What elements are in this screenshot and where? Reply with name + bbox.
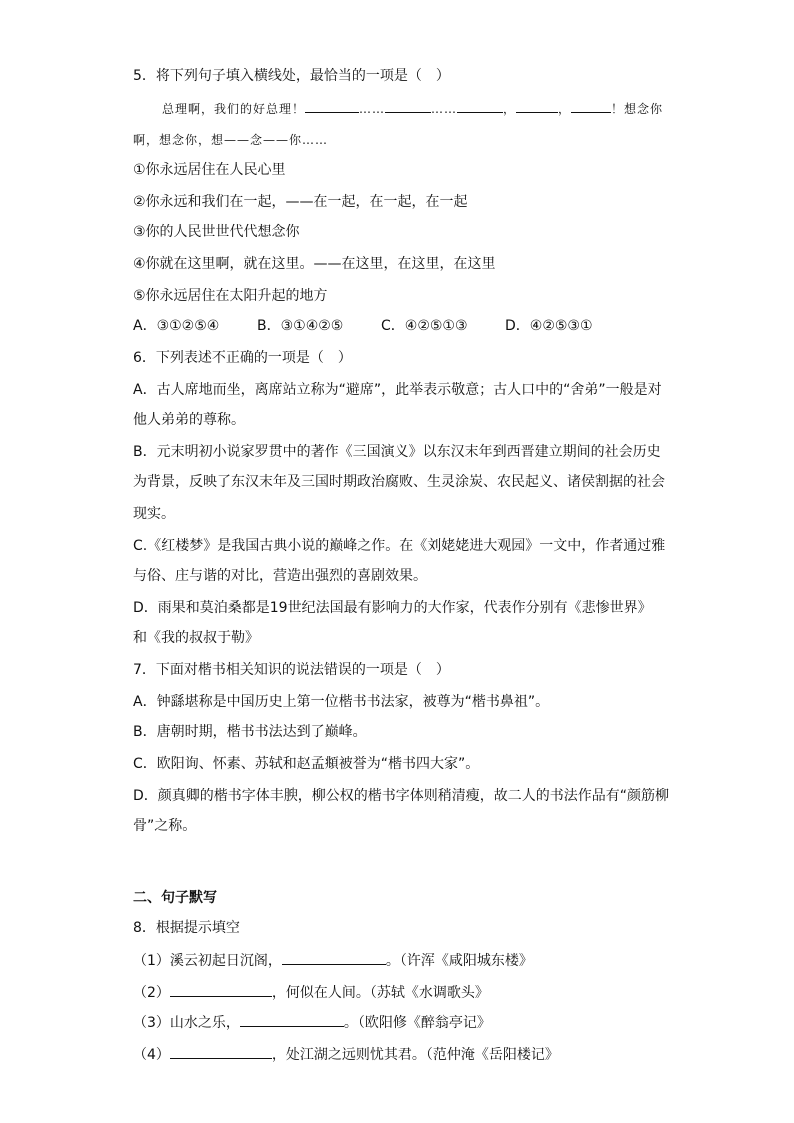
fill-blank[interactable] [516, 98, 558, 113]
q6-stem: 6．下列表述不正确的一项是（ ） [133, 350, 352, 366]
item-number: （3） [133, 1015, 170, 1031]
q5-item-4: ④你就在这里啊，就在这里。——在这里，在这里，在这里 [133, 256, 496, 272]
q5-passage-mid-end: ！想念你 [611, 102, 664, 116]
fill-blank[interactable] [305, 98, 359, 113]
q6-line: C.《红楼梦》是我国古典小说的巅峰之作。在《刘姥姥进大观园》一文中，作者通过雅 [133, 538, 666, 554]
q5-option-b[interactable]: B．③①④②⑤ [257, 318, 344, 334]
item-after: ，何似在人间。（苏轼《水调歌头》 [271, 985, 489, 1001]
ellipsis: …… [359, 102, 386, 116]
q6-line: 现实。 [133, 506, 175, 522]
item-before: 溪云初起日沉阁， [169, 953, 282, 969]
q6-line: 为背景，反映了东汉末年及三国时期政治腐败、生灵涂炭、农民起义、诸侯割据的社会 [133, 474, 665, 490]
q5-item-1: ①你永远居住在人民心里 [133, 162, 286, 178]
ellipsis: …… [431, 102, 458, 116]
q8-item-1 [133, 950, 533, 971]
comma: ， [558, 102, 572, 116]
fill-blank[interactable] [240, 1012, 344, 1027]
item-before: 山水之乐， [169, 1015, 240, 1031]
q8-item-2 [133, 982, 489, 1003]
q6-line: 与俗、庄与谐的对比，营造出强烈的喜剧效果。 [133, 568, 427, 584]
item-number: （2） [133, 985, 170, 1001]
item-number: （4） [133, 1047, 170, 1063]
q5-options [133, 316, 629, 336]
q6-line: 和《我的叔叔于勒》 [133, 630, 259, 646]
fill-blank[interactable] [457, 98, 503, 113]
q5-passage-line2: 啊，想念你，想——念——你…… [133, 133, 329, 147]
q5-stem: 5．将下列句子填入横线处，最恰当的一项是（ ） [133, 68, 450, 84]
q7-line: D．颜真卿的楷书字体丰腴，柳公权的楷书字体则稍清瘦，故二人的书法作品有“颜筋柳 [133, 788, 670, 804]
q6-line: A．古人席地而坐，离席站立称为“避席”，此举表示敬意；古人口中的“舍弟”一般是对 [133, 382, 662, 398]
q5-option-a[interactable]: A．③①②⑤④ [133, 318, 220, 334]
q7-line: A．钟繇堪称是中国历史上第一位楷书书法家，被尊为“楷书鼻祖”。 [133, 694, 550, 710]
q7-line: 骨”之称。 [133, 818, 197, 834]
q8-stem: 8．根据提示填空 [133, 920, 240, 936]
item-after: ，处江湖之远则忧其君。（范仲淹《岳阳楼记》 [271, 1047, 559, 1063]
comma: ， [503, 102, 517, 116]
fill-blank[interactable] [170, 982, 272, 997]
q6-line: D．雨果和莫泊桑都是19世纪法国最有影响力的大作家，代表作分别有《悲惨世界》 [133, 600, 652, 616]
q8-item-4 [133, 1044, 559, 1065]
item-after: 。（许浑《咸阳城东楼》 [385, 953, 533, 969]
q7-line: B．唐朝时期，楷书书法达到了巅峰。 [133, 724, 367, 740]
q8-item-3 [133, 1012, 491, 1033]
section-title: 二、句子默写 [133, 890, 217, 906]
q7-stem: 7．下面对楷书相关知识的说法错误的一项是（ ） [133, 662, 450, 678]
q5-item-5: ⑤你永远居住在太阳升起的地方 [133, 288, 328, 304]
q7-line: C．欧阳询、怀素、苏轼和赵孟頫被誉为“楷书四大家”。 [133, 756, 480, 772]
item-after: 。（欧阳修《醉翁亭记》 [343, 1015, 491, 1031]
q5-option-c[interactable]: C．④②⑤①③ [381, 318, 468, 334]
q5-item-3: ③你的人民世世代代想念你 [133, 224, 300, 240]
q6-line: 他人弟弟的尊称。 [133, 412, 245, 428]
item-number: （1） [133, 953, 170, 969]
q5-passage-line1 [162, 98, 663, 119]
q5-option-d[interactable]: D．④②⑤③① [505, 318, 593, 334]
fill-blank[interactable] [170, 1044, 272, 1059]
q6-line: B．元末明初小说家罗贯中的著作《三国演义》以东汉末年到西晋建立期间的社会历史 [133, 444, 661, 460]
q5-passage-start: 总理啊，我们的好总理！ [162, 102, 306, 116]
fill-blank[interactable] [571, 98, 611, 113]
q5-item-2: ②你永远和我们在一起，——在一起，在一起，在一起 [133, 194, 468, 210]
fill-blank[interactable] [385, 98, 431, 113]
fill-blank[interactable] [282, 950, 386, 965]
